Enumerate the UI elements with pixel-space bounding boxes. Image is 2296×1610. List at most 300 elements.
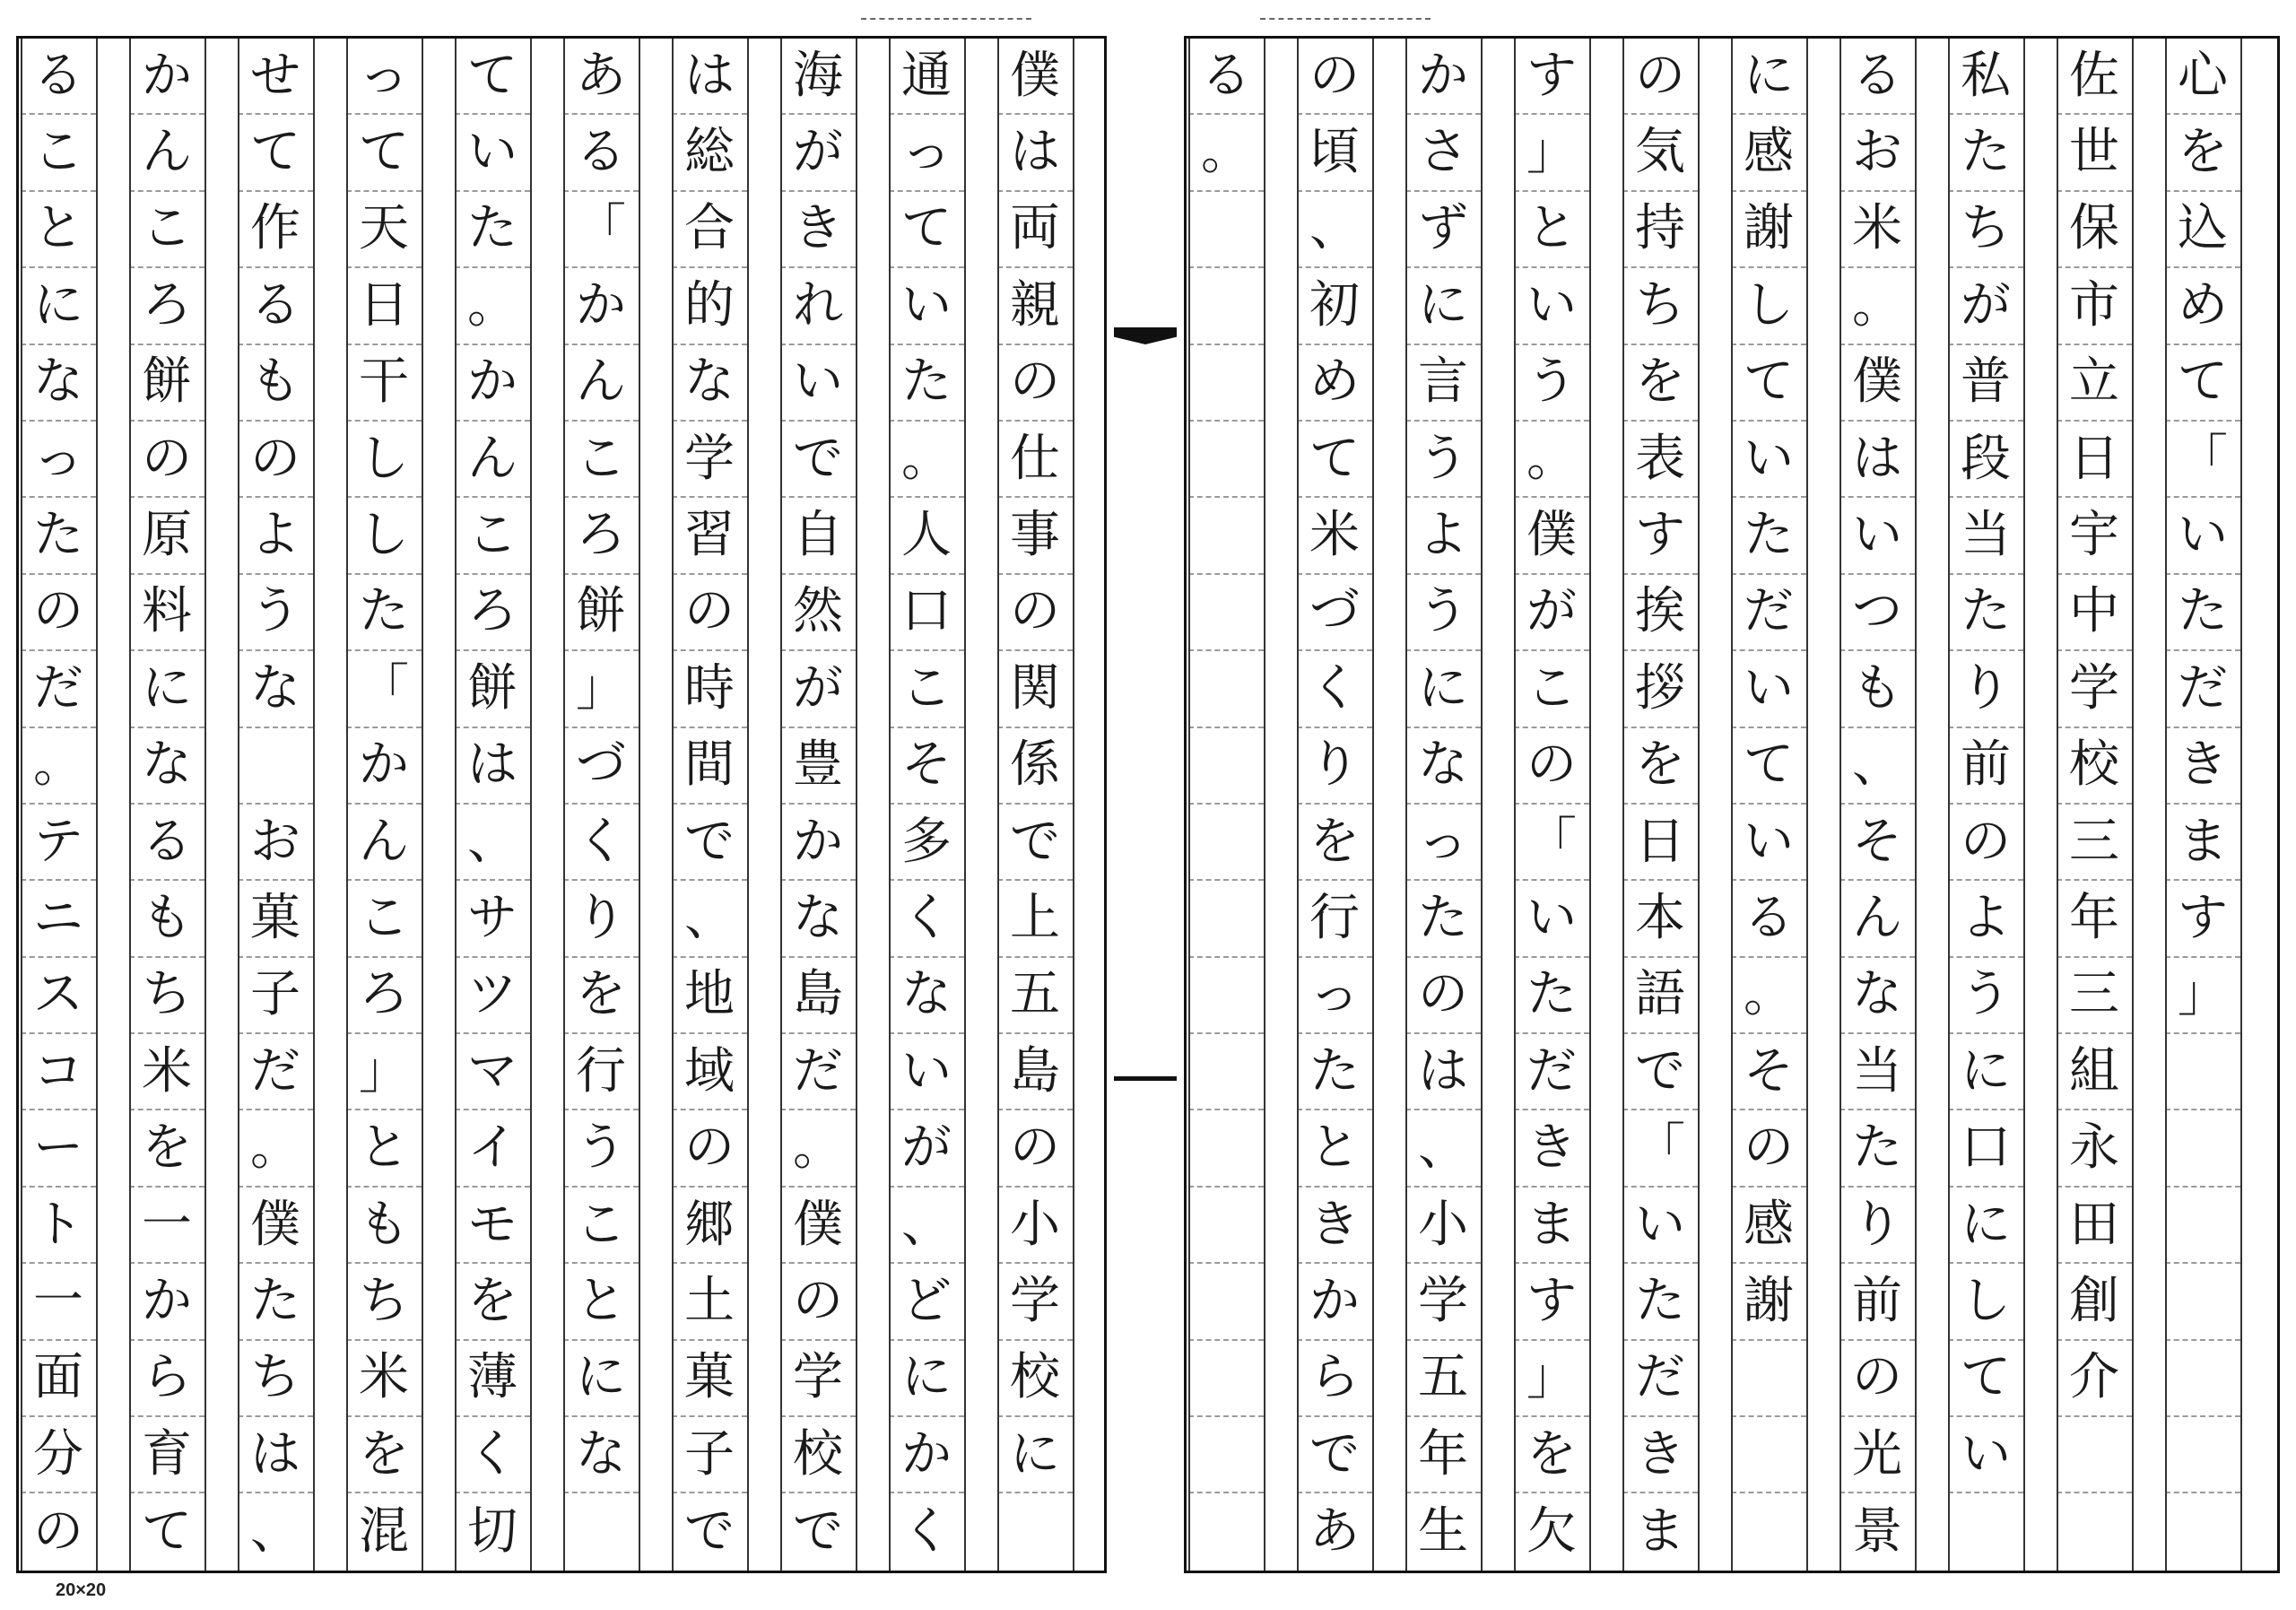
grid-cell: し <box>346 498 422 574</box>
grid-cell: く <box>901 1502 952 1562</box>
grid-cell: を <box>1622 345 1698 422</box>
grid-cell: ら <box>129 1341 204 1417</box>
column-rule <box>856 39 857 1571</box>
grid-cell: が <box>1514 575 1589 651</box>
grid-cell: の <box>1405 958 1481 1034</box>
grid-cell: 干 <box>346 345 422 422</box>
grid-cell: 面 <box>21 1341 96 1417</box>
grid-cell: 小 <box>1405 1188 1481 1264</box>
grid-cell: 五 <box>997 958 1073 1034</box>
grid-cell: 。 <box>1839 268 1915 344</box>
grid-cell <box>997 1493 1073 1570</box>
grid-cell: 生 <box>1418 1502 1468 1562</box>
grid-cell: 三 <box>2057 958 2132 1034</box>
grid-cell: 組 <box>2057 1034 2132 1110</box>
grid-cell <box>1731 1493 1806 1570</box>
grid-cell: め <box>1297 345 1372 422</box>
column-rule <box>1481 39 1483 1571</box>
column-rule <box>889 39 891 1571</box>
grid-cell: た <box>2165 575 2240 651</box>
grid-cell <box>1188 1110 1264 1187</box>
grid-cell: そ <box>1731 1034 1806 1110</box>
grid-cell: に <box>1405 651 1481 727</box>
right-page <box>1184 36 2280 1573</box>
grid-cell: 佐 <box>2057 39 2132 115</box>
grid-cell: 的 <box>672 268 747 344</box>
grid-cell: 原 <box>129 498 204 574</box>
grid-cell: に <box>129 651 204 727</box>
grid-cell: 。 <box>1514 422 1589 498</box>
grid-cell: 餅 <box>455 651 530 727</box>
top-rule-right <box>1260 18 1431 20</box>
grid-cell <box>1188 805 1264 881</box>
grid-cell: ち <box>238 1341 313 1417</box>
right-page-columns <box>1187 39 2277 1571</box>
grid-cell: か <box>563 268 639 344</box>
grid-cell: の <box>997 1110 1073 1187</box>
grid-cell: く <box>455 1417 530 1493</box>
grid-cell <box>1188 958 1264 1034</box>
grid-cell: 三 <box>2057 805 2132 881</box>
grid-cell: 学 <box>2057 651 2132 727</box>
grid-cell <box>1188 1034 1264 1110</box>
book-spine <box>1104 36 1187 1573</box>
grid-cell: し <box>1948 1264 2023 1340</box>
grid-cell: 創 <box>2057 1264 2132 1340</box>
grid-cell: い <box>455 115 530 191</box>
grid-cell: で <box>780 422 856 498</box>
right-column-9 <box>2057 39 2132 1571</box>
grid-cell: の <box>1839 1341 1915 1417</box>
grid-cell: 「 <box>346 651 422 727</box>
grid-cell: る <box>1731 881 1806 957</box>
grid-cell: 語 <box>1622 958 1698 1034</box>
grid-cell <box>1188 651 1264 727</box>
left-column-4 <box>346 39 422 1571</box>
grid-cell: 永 <box>2057 1110 2132 1187</box>
grid-cell: 前 <box>1948 728 2023 805</box>
grid-cell: れ <box>780 268 856 344</box>
column-rule <box>1188 39 1190 1571</box>
grid-cell: は <box>455 728 530 805</box>
grid-cell: こ <box>563 1188 639 1264</box>
grid-cell: 学 <box>780 1341 856 1417</box>
grid-cell <box>2165 1034 2240 1110</box>
grid-cell: ん <box>346 805 422 881</box>
grid-cell: き <box>2165 728 2240 805</box>
grid-cell: た <box>455 192 530 268</box>
grid-cell: の <box>672 1110 747 1187</box>
grid-cell: 域 <box>672 1034 747 1110</box>
grid-cell: る <box>21 39 96 115</box>
grid-cell <box>1188 1341 1264 1417</box>
grid-cell: 介 <box>2057 1341 2132 1417</box>
column-rule <box>1589 39 1591 1571</box>
grid-cell: 言 <box>1405 345 1481 422</box>
grid-cell: 上 <box>997 881 1073 957</box>
grid-cell: く <box>563 805 639 881</box>
column-rule <box>964 39 966 1571</box>
grid-cell: 拶 <box>1622 651 1698 727</box>
grid-cell: 感 <box>1731 115 1806 191</box>
grid-cell: よ <box>1948 881 2023 957</box>
grid-cell: 日 <box>346 268 422 344</box>
grid-cell: 。 <box>21 728 96 805</box>
grid-cell: 僕 <box>997 39 1073 115</box>
left-column-7 <box>672 39 747 1571</box>
grid-cell: 田 <box>2057 1188 2132 1264</box>
column-rule <box>21 39 22 1571</box>
grid-cell: な <box>1405 728 1481 805</box>
grid-cell: ん <box>563 345 639 422</box>
grid-cell: か <box>455 345 530 422</box>
grid-cell: な <box>889 958 964 1034</box>
grid-cell: テ <box>21 805 96 881</box>
top-rule-left <box>861 18 1031 20</box>
grid-cell: 」 <box>346 1034 422 1110</box>
grid-cell <box>1188 1188 1264 1264</box>
grid-cell: 土 <box>672 1264 747 1340</box>
grid-cell: 然 <box>780 575 856 651</box>
grid-cell: う <box>1405 422 1481 498</box>
grid-cell: 感 <box>1731 1188 1806 1264</box>
grid-cell: っ <box>889 115 964 191</box>
grid-cell: だ <box>238 1034 313 1110</box>
column-rule <box>1806 39 1808 1571</box>
grid-cell: 光 <box>1839 1417 1915 1493</box>
left-column-9 <box>889 39 964 1571</box>
grid-cell: 。 <box>1188 115 1264 191</box>
grid-cell: 混 <box>359 1502 409 1562</box>
column-rule <box>2240 39 2242 1571</box>
grid-cell: ス <box>21 958 96 1034</box>
grid-cell: が <box>1948 268 2023 344</box>
grid-cell: な <box>1839 958 1915 1034</box>
column-rule <box>1297 39 1299 1571</box>
grid-cell: は <box>1839 422 1915 498</box>
grid-cell: 口 <box>1948 1110 2023 1187</box>
grid-cell: 込 <box>2165 192 2240 268</box>
grid-cell: に <box>563 1341 639 1417</box>
grid-cell: 分 <box>21 1417 96 1493</box>
grid-cell: ツ <box>455 958 530 1034</box>
grid-cell: ろ <box>455 575 530 651</box>
grid-cell: 島 <box>780 958 856 1034</box>
grid-cell: は <box>997 115 1073 191</box>
grid-cell: 初 <box>1297 268 1372 344</box>
column-rule <box>1731 39 1733 1571</box>
grid-cell: た <box>1839 1110 1915 1187</box>
grid-cell: サ <box>455 881 530 957</box>
grid-cell: の <box>997 345 1073 422</box>
grid-cell: い <box>1839 498 1915 574</box>
grid-cell: こ <box>563 422 639 498</box>
column-rule <box>1915 39 1917 1571</box>
grid-cell: い <box>1731 651 1806 727</box>
grid-cell: か <box>346 728 422 805</box>
grid-cell: だ <box>1514 1034 1589 1110</box>
left-column-5 <box>455 39 530 1571</box>
grid-cell: 段 <box>1948 422 2023 498</box>
grid-cell: 切 <box>467 1502 517 1562</box>
grid-cell: も <box>1839 651 1915 727</box>
grid-cell: 五 <box>1405 1341 1481 1417</box>
column-rule <box>1073 39 1074 1571</box>
grid-cell: 学 <box>997 1264 1073 1340</box>
grid-cell: り <box>1297 728 1372 805</box>
grid-cell: そ <box>889 728 964 805</box>
grid-cell: コ <box>21 1034 96 1110</box>
grid-cell: い <box>889 268 964 344</box>
grid-cell: ろ <box>346 958 422 1034</box>
grid-cell: き <box>1514 1110 1589 1187</box>
grid-cell: う <box>1514 345 1589 422</box>
column-rule <box>422 39 423 1571</box>
grid-cell: 「 <box>563 192 639 268</box>
grid-cell: す <box>1622 498 1698 574</box>
grid-cell: よ <box>1405 498 1481 574</box>
grid-cell: 謝 <box>1731 1264 1806 1340</box>
right-column-1 <box>1188 39 1264 1571</box>
grid-cell: ち <box>346 1264 422 1340</box>
grid-cell: て <box>1297 422 1372 498</box>
grid-cell: 時 <box>672 651 747 727</box>
grid-cell: 頃 <box>1297 115 1372 191</box>
grid-cell: か <box>1405 39 1481 115</box>
grid-cell: て <box>1731 728 1806 805</box>
grid-cell: か <box>129 39 204 115</box>
left-column-3 <box>238 39 313 1571</box>
grid-cell: と <box>1514 192 1589 268</box>
right-column-3 <box>1405 39 1481 1571</box>
grid-cell: 多 <box>889 805 964 881</box>
grid-cell <box>2165 1188 2240 1264</box>
grid-cell: ら <box>1297 1341 1372 1417</box>
grid-cell: 餅 <box>563 575 639 651</box>
grid-cell <box>1188 192 1264 268</box>
grid-cell: 自 <box>780 498 856 574</box>
left-page <box>16 36 1107 1573</box>
grid-cell: 子 <box>672 1417 747 1493</box>
grid-cell: ニ <box>21 881 96 957</box>
grid-cell: 」 <box>1514 115 1589 191</box>
grid-cell: こ <box>1514 651 1589 727</box>
grid-cell: の <box>21 575 96 651</box>
grid-cell: 郷 <box>672 1188 747 1264</box>
grid-cell: 合 <box>672 192 747 268</box>
right-column-10 <box>2165 39 2240 1571</box>
grid-cell: 「 <box>1514 805 1589 881</box>
grid-cell <box>1731 1417 1806 1493</box>
grid-cell: き <box>780 192 856 268</box>
grid-cell: い <box>1731 422 1806 498</box>
grid-cell: た <box>1405 881 1481 957</box>
grid-cell: も <box>346 1188 422 1264</box>
grid-cell: ん <box>455 422 530 498</box>
grid-cell: つ <box>1839 575 1915 651</box>
grid-cell: 」 <box>1514 1341 1589 1417</box>
grid-cell <box>2165 1417 2240 1493</box>
right-column-8 <box>1948 39 2023 1571</box>
grid-cell: 島 <box>997 1034 1073 1110</box>
grid-cell: た <box>1948 575 2023 651</box>
grid-cell: 米 <box>1839 192 1915 268</box>
grid-cell: な <box>129 728 204 805</box>
grid-cell: ち <box>1948 192 2023 268</box>
grid-cell: 通 <box>889 39 964 115</box>
grid-cell: い <box>1948 1417 2023 1493</box>
grid-cell <box>1948 1493 2023 1570</box>
grid-cell: て <box>1731 345 1806 422</box>
grid-cell <box>1188 728 1264 805</box>
grid-cell <box>1188 575 1264 651</box>
grid-cell: 年 <box>2057 881 2132 957</box>
grid-cell: 立 <box>2057 345 2132 422</box>
column-rule <box>2023 39 2025 1571</box>
grid-cell: 。 <box>455 268 530 344</box>
grid-cell: 僕 <box>238 1188 313 1264</box>
column-rule <box>1264 39 1265 1571</box>
grid-cell: 日 <box>2057 422 2132 498</box>
grid-cell: 世 <box>2057 115 2132 191</box>
grid-cell: す <box>1514 39 1589 115</box>
column-rule <box>530 39 532 1571</box>
grid-cell: マ <box>455 1034 530 1110</box>
column-rule <box>1839 39 1841 1571</box>
grid-cell: い <box>1514 881 1589 957</box>
grid-cell: て <box>889 192 964 268</box>
grid-cell: ろ <box>129 268 204 344</box>
grid-cell: ー <box>21 1110 96 1187</box>
grid-cell: す <box>2165 881 2240 957</box>
grid-cell: ろ <box>563 498 639 574</box>
grid-cell: い <box>2165 498 2240 574</box>
grid-cell: た <box>1622 1264 1698 1340</box>
spine-marker-middle <box>1114 1076 1177 1081</box>
grid-cell: あ <box>563 39 639 115</box>
grid-cell: 僕 <box>780 1188 856 1264</box>
grid-cell <box>1188 881 1264 957</box>
grid-cell: な <box>563 1417 639 1493</box>
grid-cell: 前 <box>1839 1264 1915 1340</box>
grid-size-label: 20×20 <box>56 1580 107 1600</box>
column-rule <box>780 39 782 1571</box>
grid-cell: に <box>997 1417 1073 1493</box>
grid-cell: 心 <box>2165 39 2240 115</box>
grid-cell: 一 <box>21 1264 96 1340</box>
grid-cell: だ <box>21 651 96 727</box>
grid-cell: た <box>1297 1034 1372 1110</box>
grid-cell: 。 <box>780 1110 856 1187</box>
grid-cell: り <box>1839 1188 1915 1264</box>
grid-cell: に <box>889 1341 964 1417</box>
grid-cell: ず <box>1405 192 1481 268</box>
grid-cell: が <box>780 115 856 191</box>
left-page-columns <box>19 39 1104 1571</box>
grid-cell: た <box>1731 498 1806 574</box>
grid-cell: 豊 <box>780 728 856 805</box>
grid-cell: て <box>1948 1341 2023 1417</box>
grid-cell: た <box>238 1264 313 1340</box>
left-column-10 <box>997 39 1073 1571</box>
grid-cell: で <box>1297 1417 1372 1493</box>
grid-cell: の <box>997 575 1073 651</box>
grid-cell: 菓 <box>238 881 313 957</box>
grid-cell <box>1188 498 1264 574</box>
grid-cell: に <box>1405 268 1481 344</box>
grid-cell: こ <box>21 115 96 191</box>
grid-cell: だ <box>780 1034 856 1110</box>
grid-cell <box>2165 1110 2240 1187</box>
grid-cell: 年 <box>1405 1417 1481 1493</box>
grid-cell: も <box>238 345 313 422</box>
grid-cell: 。 <box>238 1110 313 1187</box>
grid-cell <box>2165 1493 2240 1570</box>
grid-cell: こ <box>129 192 204 268</box>
grid-cell: と <box>563 1264 639 1340</box>
grid-cell: 私 <box>1948 39 2023 115</box>
grid-cell: 行 <box>563 1034 639 1110</box>
grid-cell <box>238 728 313 805</box>
grid-cell: 宇 <box>2057 498 2132 574</box>
grid-cell: る <box>1188 39 1264 115</box>
grid-cell: た <box>1948 115 2023 191</box>
grid-cell: 保 <box>2057 192 2132 268</box>
grid-cell <box>1188 1493 1264 1570</box>
grid-cell: し <box>1731 268 1806 344</box>
column-rule <box>96 39 98 1571</box>
column-rule <box>639 39 640 1571</box>
grid-cell: モ <box>455 1188 530 1264</box>
grid-cell <box>2057 1493 2132 1570</box>
column-rule <box>2165 39 2167 1571</box>
grid-cell: は <box>1405 1034 1481 1110</box>
grid-cell: う <box>1948 958 2023 1034</box>
grid-cell: 校 <box>780 1417 856 1493</box>
grid-cell: が <box>889 1110 964 1187</box>
column-rule <box>455 39 457 1571</box>
grid-cell: 表 <box>1622 422 1698 498</box>
grid-cell: な <box>238 651 313 727</box>
grid-cell: だ <box>1622 1341 1698 1417</box>
grid-cell <box>1188 422 1264 498</box>
grid-cell: の <box>1948 805 2023 881</box>
grid-cell: い <box>1731 805 1806 881</box>
grid-cell: 作 <box>238 192 313 268</box>
column-rule <box>1372 39 1374 1571</box>
column-rule <box>2057 39 2058 1571</box>
grid-cell: ト <box>21 1188 96 1264</box>
grid-cell: ま <box>1635 1502 1685 1562</box>
grid-cell: 両 <box>997 192 1073 268</box>
grid-cell: 総 <box>672 115 747 191</box>
grid-cell: で <box>1622 1034 1698 1110</box>
grid-cell: 一 <box>129 1188 204 1264</box>
column-rule <box>1622 39 1624 1571</box>
grid-cell: る <box>1839 39 1915 115</box>
grid-cell: 、 <box>250 1502 300 1562</box>
grid-cell: て <box>142 1502 192 1562</box>
grid-cell: を <box>1514 1417 1589 1493</box>
grid-cell: ち <box>129 958 204 1034</box>
grid-cell: ま <box>2165 805 2240 881</box>
grid-cell: に <box>21 268 96 344</box>
grid-cell: 、 <box>672 881 747 957</box>
column-rule <box>747 39 749 1571</box>
grid-cell: っ <box>21 422 96 498</box>
grid-cell: ど <box>889 1264 964 1340</box>
grid-cell: 間 <box>672 728 747 805</box>
